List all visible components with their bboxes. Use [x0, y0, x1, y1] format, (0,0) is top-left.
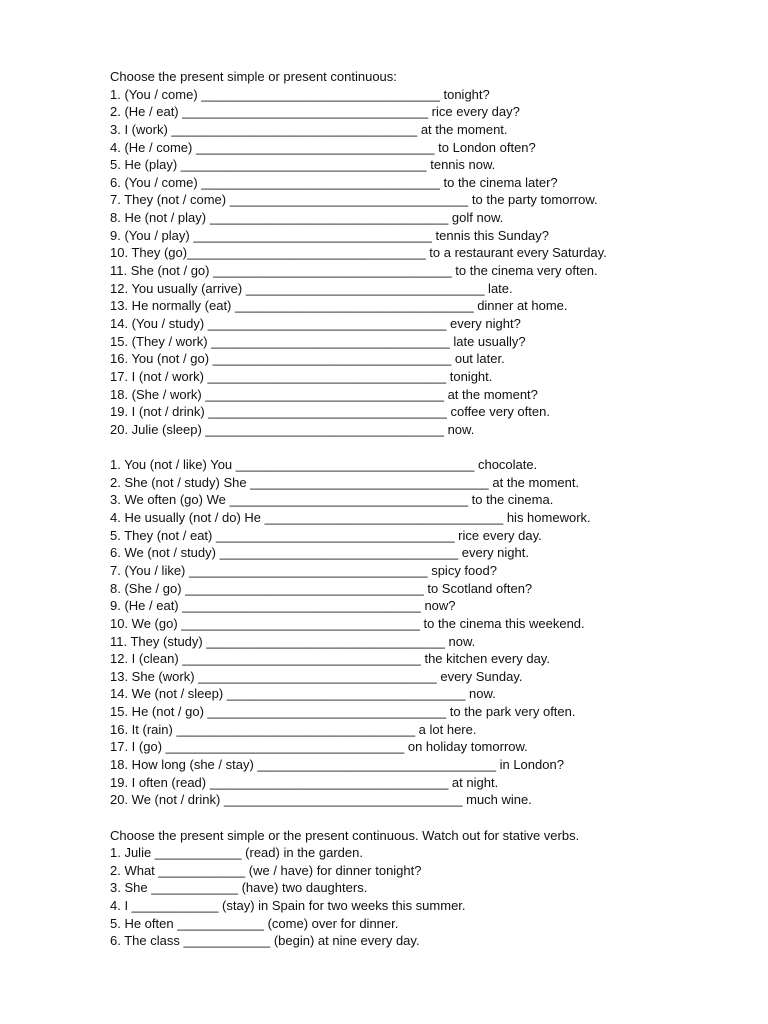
exercise-item: 17. I (not / work) _________________________________ tonight.: [110, 368, 493, 384]
exercise-item: 4. I ____________ (stay) in Spain for two weeks this summer.: [110, 898, 466, 914]
exercise-item: 17. I (go) _________________________________ on holiday tomorrow.: [110, 739, 528, 755]
exercise-item: 10. They (go)_________________________________ to a restaurant every Saturday.: [110, 245, 607, 261]
exercise-item: 20. Julie (sleep) _________________________________ now.: [110, 421, 475, 437]
exercise-item: 13. He normally (eat) _________________________________ dinner at home.: [110, 298, 568, 314]
exercise-item: 4. (He / come) _________________________________ to London often?: [110, 139, 536, 155]
section-1-title: Choose the present simple or present continuous:: [110, 69, 397, 84]
exercise-item: 8. He (not / play) _________________________________ golf now.: [110, 210, 504, 226]
exercise-item: 19. I often (read) _________________________________ at night.: [110, 774, 499, 790]
exercise-item: 4. He usually (not / do) He _________________________________ his homework.: [110, 510, 591, 526]
exercise-item: 5. He (play) __________________________________ tennis now.: [110, 157, 496, 173]
exercise-item: 16. You (not / go) _________________________________ out later.: [110, 351, 505, 367]
exercise-item: 1. Julie ____________ (read) in the garden.: [110, 845, 363, 861]
exercise-item: 9. (He / eat) _________________________________ now?: [110, 598, 456, 614]
exercise-item: 2. She (not / study) She _________________________________ at the moment.: [110, 474, 580, 490]
exercise-item: 2. What ____________ (we / have) for dinner tonight?: [110, 862, 422, 878]
exercise-item: 3. We often (go) We _________________________________ to the cinema.: [110, 492, 554, 508]
exercise-item: 3. She ____________ (have) two daughters.: [110, 880, 368, 896]
exercise-item: 5. He often ____________ (come) over for dinner.: [110, 915, 399, 931]
exercise-item: 12. You usually (arrive) _________________________________ late.: [110, 280, 513, 296]
section-spacer: [110, 809, 710, 827]
exercise-item: 9. (You / play) _________________________________ tennis this Sunday?: [110, 227, 550, 243]
exercise-item: 16. It (rain) _________________________________ a lot here.: [110, 721, 477, 737]
exercise-item: 7. They (not / come) _________________________________ to the party tomorrow.: [110, 192, 598, 208]
exercise-item: 19. I (not / drink) _________________________________ coffee very often.: [110, 404, 550, 420]
exercise-item: 14. We (not / sleep) _________________________________ now.: [110, 686, 496, 702]
exercise-item: 3. I (work) __________________________________ at the moment.: [110, 121, 508, 137]
section-3: [110, 827, 710, 950]
exercise-item: 15. (They / work) _________________________________ late usually?: [110, 333, 526, 349]
section-1: [110, 68, 710, 438]
exercise-item: 5. They (not / eat) _________________________________ rice every day.: [110, 527, 542, 543]
exercise-item: 10. We (go) _________________________________ to the cinema this weekend.: [110, 615, 585, 631]
exercise-item: 1. (You / come) _________________________________ tonight?: [110, 86, 490, 102]
exercise-item: 6. We (not / study) _________________________________ every night.: [110, 545, 529, 561]
exercise-item: 8. (She / go) _________________________________ to Scotland often?: [110, 580, 533, 596]
exercise-item: 11. She (not / go) _________________________________ to the cinema very often.: [110, 263, 598, 279]
worksheet: [110, 68, 710, 950]
exercise-item: 1. You (not / like) You _________________________________ chocolate.: [110, 457, 538, 473]
exercise-item: 13. She (work) _________________________________ every Sunday.: [110, 668, 523, 684]
exercise-item: 14. (You / study) _________________________________ every night?: [110, 315, 521, 331]
section-3-title: Choose the present simple or the present continuous. Watch out for stative verbs.: [110, 827, 580, 843]
exercise-item: 2. (He / eat) __________________________________ rice every day?: [110, 104, 520, 120]
exercise-item: 15. He (not / go) _________________________________ to the park very often.: [110, 704, 576, 720]
section-spacer: [110, 438, 710, 456]
exercise-item: 11. They (study) _________________________________ now.: [110, 633, 476, 649]
exercise-item: 20. We (not / drink) _________________________________ much wine.: [110, 792, 532, 808]
exercise-item: 6. (You / come) _________________________________ to the cinema later?: [110, 174, 558, 190]
exercise-item: 6. The class ____________ (begin) at nine every day.: [110, 933, 420, 949]
section-2: [110, 456, 710, 809]
exercise-item: 18. (She / work) _________________________________ at the moment?: [110, 386, 538, 402]
exercise-item: 12. I (clean) _________________________________ the kitchen every day.: [110, 651, 550, 667]
exercise-item: 18. How long (she / stay) _________________________________ in London?: [110, 756, 564, 772]
exercise-item: 7. (You / like) _________________________________ spicy food?: [110, 562, 497, 578]
